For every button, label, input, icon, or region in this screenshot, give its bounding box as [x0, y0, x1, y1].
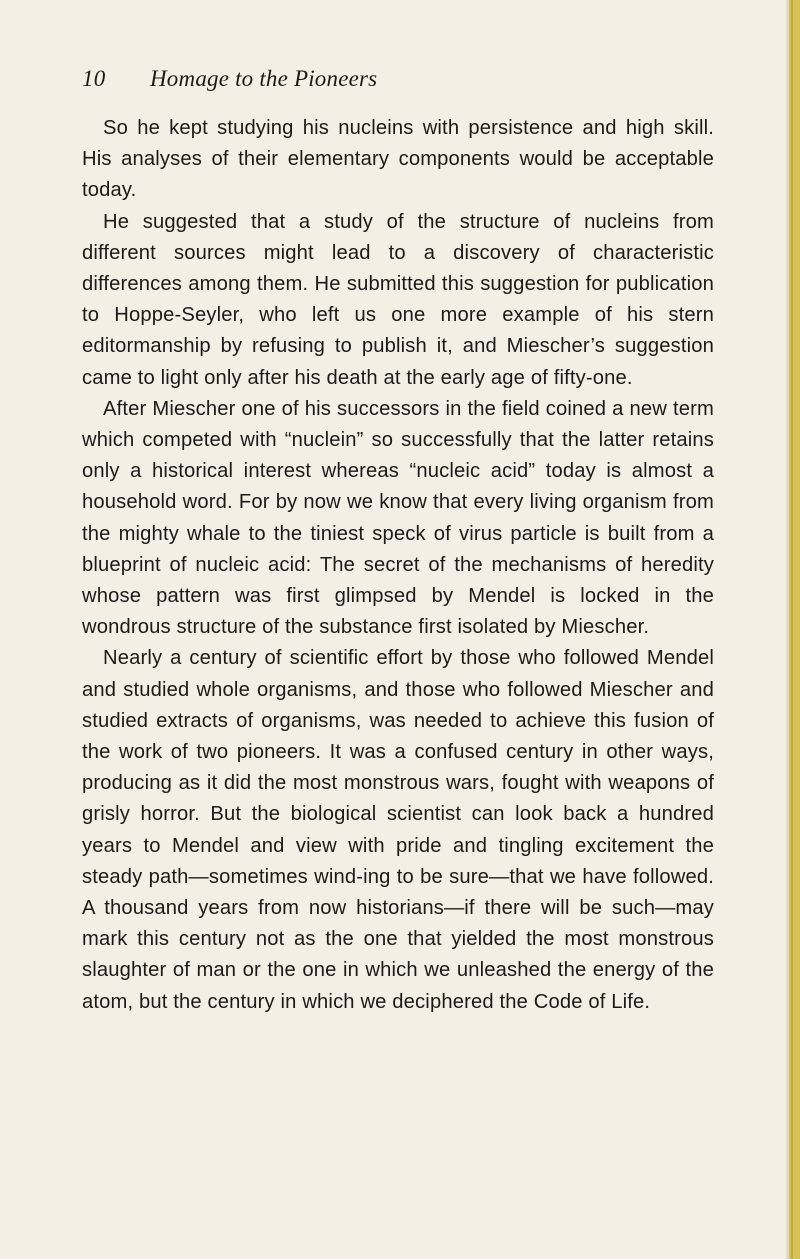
paragraph: After Miescher one of his successors in the field coined a new term which competed with “nuclein” so successfully that the latter retains only a historical interest whereas “nucleic acid” today is almost a household word. For by now we know that every living organism from the mighty whale to the tiniest speck of virus particle is built from a blueprint of nucleic acid: The secret of the mechanisms of heredity whose pattern was first glimpsed by Mendel is locked in the wondrous structure of the substance first isolated by Miescher.	[82, 397, 714, 639]
paragraph: He suggested that a study of the structure of nucleins from different sources might lead to a discovery of characteristic differences among them. He submitted this suggestion for publication to Hoppe-Seyler, who left us one more example of his stern editormanship by refusing to publish it, and Miescher’s suggestion came to light only after his death at the early age of fifty-one.	[82, 210, 714, 389]
body-text	[82, 113, 714, 1018]
paragraph: So he kept studying his nucleins with persistence and high skill. His analyses of their elementary components would be acceptable today.	[82, 117, 714, 202]
running-header	[82, 66, 377, 92]
page-number: 10	[82, 66, 106, 91]
page-edge-line	[791, 0, 793, 1259]
paragraph: Nearly a century of scientific effort by those who followed Mendel and studied whole organisms, and those who followed Miescher and studied extracts of organisms, was needed to achieve this fusion of the work of two pioneers. It was a confused century in other ways, producing as it did the most monstrous wars, fought with weapons of grisly horror. But the biological scientist can look back a hundred years to Mendel and view with pride and tingling excitement the steady path—sometimes wind-ing to be sure—that we have followed. A thousand years from now historians—if there will be such—may mark this century not as the one that yielded the most monstrous slaughter of man or the one in which we unleashed the energy of the atom, but the century in which we deciphered the Code of Life.	[82, 647, 714, 1013]
running-title: Homage to the Pioneers	[150, 66, 378, 91]
